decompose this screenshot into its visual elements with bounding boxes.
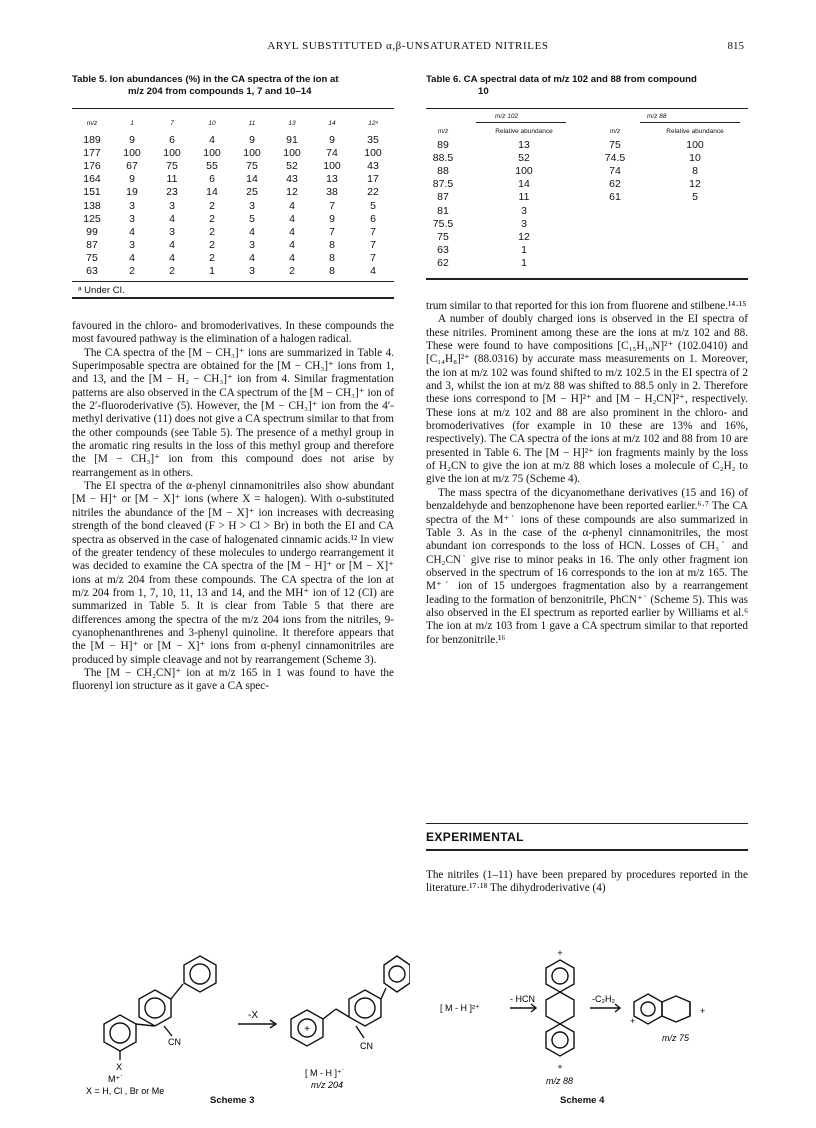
table-cell: 88 — [437, 164, 449, 177]
scheme4-plus-product-right: + — [700, 1006, 706, 1016]
table-row — [426, 217, 748, 230]
table6-group1-label: m/z 102 — [495, 113, 519, 120]
table-cell: 4 — [169, 252, 175, 265]
table-cell: 151 — [83, 186, 101, 199]
table6-group2-rule — [640, 122, 740, 123]
table-cell: 189 — [83, 133, 101, 146]
table-cell: 3 — [249, 239, 255, 252]
table-cell — [642, 217, 748, 230]
table6-caption-line1: Table 6. CA spectral data of m/z 102 and 88 from compound — [426, 74, 697, 85]
table-row — [426, 204, 748, 217]
scheme4-mz88: m/z 88 — [546, 1076, 574, 1086]
table-cell: 75 — [166, 159, 178, 172]
table-cell: 19 — [126, 186, 138, 199]
table-cell: 7 — [329, 199, 335, 212]
table-cell: 14 — [246, 173, 258, 186]
table5-top-rule — [72, 108, 394, 109]
table-cell: 4 — [129, 252, 135, 265]
scheme4-ring-bottom — [546, 1024, 574, 1056]
table-row — [72, 225, 394, 238]
table-cell: 176 — [83, 159, 101, 172]
table-cell: 4 — [370, 265, 376, 278]
table-cell: 10 — [689, 151, 701, 164]
table-cell: 5 — [249, 212, 255, 225]
table5-column-header: m/z — [86, 119, 98, 127]
table-row — [72, 252, 394, 265]
table-cell: 3 — [249, 199, 255, 212]
table-cell: 5 — [692, 191, 698, 204]
table-cell: 75.5 — [432, 217, 454, 230]
table-cell: 100 — [323, 159, 341, 172]
table-cell: 99 — [86, 225, 98, 238]
table-row — [72, 199, 394, 212]
table-cell — [588, 257, 642, 270]
table-cell: 164 — [83, 173, 101, 186]
table-cell: 13 — [326, 173, 338, 186]
scheme4-diagram — [440, 948, 740, 1088]
table-cell: 9 — [329, 133, 335, 146]
table6-column-header: Relative abundance — [666, 127, 724, 135]
table5-column-header: 1 — [130, 119, 134, 127]
table-cell: 4 — [289, 212, 295, 225]
table-cell: 7 — [370, 225, 376, 238]
table-cell: 11 — [166, 173, 178, 186]
table-cell: 4 — [129, 225, 135, 238]
table-cell — [588, 204, 642, 217]
scheme4-product-fused-ring — [662, 996, 690, 1022]
table-row — [426, 178, 748, 191]
right-paragraph: A number of doubly charged ions is observed in the EI spectra of these nitriles. Prominent among these are the ions at m/z 102 and 88. These were found to have compositions [C₁₅H₁₀N]²⁺ (102.0410) and [C₁₄H₈]²⁺ (88.0316) by accurate mass measurements on 1. Moreover, the ion at m/z 102 was found shifted to m/z 102.5 in the EI spectra of 2 and 3, whilst the ion at m/z 88 was shifted to 88.5 only in 2. Therefore these ions correspond to [M − H]²⁺ and [M − H₂CN]²⁺, respectively. These ions at m/z 102 and 88 are also prominent in the chloro- and bromoderivatives (for example in 10 these are 13% and 16%, respectively). The CA spectra of the ions at m/z 102 and 88 from 10 are presented in Table 6. The [M − H]²⁺ ion fragments mainly by the loss of H₂CN to give the ion at m/z 88 which loses a molecule of C₂H₂ to give the ion at m/z 75 (Scheme 4). — [426, 313, 748, 486]
table-cell: 7 — [370, 252, 376, 265]
table-cell: 6 — [209, 173, 215, 186]
table-cell: 3 — [129, 212, 135, 225]
table-cell — [642, 230, 748, 243]
table6-group1-rule — [476, 122, 566, 123]
table-cell: 4 — [289, 252, 295, 265]
table-cell: 61 — [609, 191, 621, 204]
table-cell: 52 — [286, 159, 298, 172]
scheme4-plus-top: + — [557, 948, 563, 958]
table5-column-header: 11 — [248, 119, 256, 127]
table-row — [426, 257, 748, 270]
table-cell: 100 — [283, 146, 301, 159]
table-cell — [588, 244, 642, 257]
table5-mid-rule — [72, 281, 394, 282]
table-cell: 2 — [169, 265, 175, 278]
table-cell: 2 — [209, 199, 215, 212]
table-row — [426, 138, 748, 151]
table-cell: 17 — [367, 173, 379, 186]
table-row — [72, 146, 394, 159]
table-row — [426, 191, 748, 204]
table5-caption-line2: m/z 204 from compounds 1, 7 and 10–14 — [128, 86, 312, 97]
table-cell — [588, 217, 642, 230]
experimental-text — [426, 869, 748, 896]
table-cell: 12 — [689, 178, 701, 191]
table-cell: 138 — [83, 199, 101, 212]
right-text-column — [426, 300, 748, 647]
scheme3-arrow-label: -X — [248, 1010, 258, 1021]
table-cell: 100 — [364, 146, 382, 159]
table-cell: 3 — [521, 217, 527, 230]
table-cell: 5 — [370, 199, 376, 212]
table-cell: 12 — [518, 230, 530, 243]
table-cell: 38 — [326, 186, 338, 199]
running-header-title: ARYL SUBSTITUTED α,β-UNSATURATED NITRILES — [267, 40, 549, 52]
left-paragraph: The EI spectra of the α-phenyl cinnamonitriles also show abundant [M − H]⁺ or [M − X]⁺ ions (where X = halogen). With o-substituted nitriles the abundance of the [M − X]⁺ ion increases with decreasing strength of the bond cleaved (F > H > Cl > Br) in both the EI and CA spectra as observed in the case of halogenated cinnamic acids.¹² In view of the greater tendency of these molecules to undergo rearrangement it was decided to examine the CA spectra of the [M − H]⁺ or [M − X]⁺ ions at m/z 204 from these compounds. The CA spectra of the ion at m/z 204 from 1, 7, 10, 11, 13 and 14, and the MH⁺ ion of 12 (CI) are summarized in Table 5. It is clear from Table 5 that there are differences among the spectra of the m/z 204 ions from the nitriles, 9-cyanophenanthrenes and 3-phenyl quinoline. It therefore appears that the [M − H]⁺ or [M − X]⁺ ions from α-phenyl cinnamonitriles are produced by simple cleavage and not by rearrangement (Scheme 3). — [72, 480, 394, 666]
table-cell: 3 — [169, 199, 175, 212]
table5-column-header: 12ᵃ — [368, 119, 378, 127]
table-cell: 75 — [609, 138, 621, 151]
table-row — [72, 133, 394, 146]
table-cell — [588, 230, 642, 243]
table-cell: 9 — [129, 133, 135, 146]
table-row — [72, 212, 394, 225]
scheme3-substituent: X — [116, 1062, 123, 1072]
table-cell: 4 — [289, 199, 295, 212]
table-cell: 75 — [86, 252, 98, 265]
table-cell: 13 — [518, 138, 530, 151]
table5-column-header: 10 — [208, 119, 216, 127]
table-cell: 9 — [129, 173, 135, 186]
experimental-bottom-rule — [426, 849, 748, 851]
table5-footnote: ᵃ Under CI. — [78, 285, 125, 296]
table-cell: 55 — [206, 159, 218, 172]
table-cell: 43 — [367, 159, 379, 172]
scheme3-cn-right: CN — [360, 1041, 373, 1051]
table5-bottom-rule — [72, 297, 394, 299]
table6-column-header: m/z — [609, 127, 621, 135]
table-cell: 100 — [686, 138, 704, 151]
table-cell: 11 — [518, 191, 530, 204]
scheme3-ring-b — [104, 1015, 136, 1051]
table5-header-row — [72, 113, 394, 133]
scheme3-plus-sign: + — [304, 1024, 310, 1035]
table-cell: 81 — [437, 204, 449, 217]
table-cell: 3 — [129, 199, 135, 212]
table-row — [426, 151, 748, 164]
table-cell: 87 — [86, 239, 98, 252]
table-cell: 4 — [209, 133, 215, 146]
table5-column-header: 13 — [288, 119, 296, 127]
table-cell: 7 — [329, 225, 335, 238]
table-cell: 14 — [206, 186, 218, 199]
table-cell: 2 — [209, 252, 215, 265]
table-cell: 7 — [370, 239, 376, 252]
table-cell — [642, 257, 748, 270]
table5 — [72, 113, 394, 278]
table-cell: 91 — [286, 133, 298, 146]
left-paragraph: The [M − CH₂CN]⁺ ion at m/z 165 in 1 was found to have the fluorenyl ion structure as it gave a CA spec- — [72, 666, 394, 693]
table-cell: 74 — [609, 164, 621, 177]
table-cell: 43 — [286, 173, 298, 186]
scheme3-ring-f — [384, 956, 410, 992]
table-row — [426, 164, 748, 177]
table5-caption-line1: Table 5. Ion abundances (%) in the CA spectra of the ion at — [72, 74, 339, 85]
table-cell: 74.5 — [604, 151, 626, 164]
left-text-column — [72, 320, 394, 694]
table-cell: 6 — [169, 133, 175, 146]
table-cell: 100 — [163, 146, 181, 159]
table-cell: 74 — [326, 146, 338, 159]
table-cell: 87.5 — [432, 178, 454, 191]
table-cell: 125 — [83, 212, 101, 225]
scheme4-step2-label: -C₂H₂ — [592, 994, 615, 1004]
scheme3-ring-e — [349, 990, 381, 1026]
scheme3-mz-label: m/z 204 — [311, 1080, 344, 1090]
table-row — [426, 230, 748, 243]
scheme4-start-label: [ M - H ]²⁺ — [440, 1003, 480, 1013]
table-cell: 2 — [209, 225, 215, 238]
table-cell: 63 — [86, 265, 98, 278]
table6-group2-label: m/z 88 — [647, 113, 667, 120]
experimental-paragraph: The nitriles (1–11) have been prepared by procedures reported in the literature.¹⁷·¹⁸ The dihydroderivative (4) — [426, 869, 748, 895]
table-cell: 75 — [437, 230, 449, 243]
table-cell — [642, 244, 748, 257]
table-cell: 8 — [329, 265, 335, 278]
table-cell: 12 — [286, 186, 298, 199]
table-row — [72, 186, 394, 199]
table-cell: 67 — [126, 159, 138, 172]
table-cell: 6 — [370, 212, 376, 225]
table-cell: 2 — [209, 212, 215, 225]
table-cell — [642, 204, 748, 217]
table-cell: 100 — [515, 164, 533, 177]
table-row — [72, 173, 394, 186]
table5-column-header: 14 — [328, 119, 336, 127]
table-cell: 3 — [169, 225, 175, 238]
experimental-top-rule — [426, 823, 748, 824]
scheme4-ring-mid — [546, 992, 574, 1024]
table-cell: 2 — [289, 265, 295, 278]
table-cell: 3 — [129, 239, 135, 252]
scheme4-step1-label: - HCN — [510, 994, 535, 1004]
page-number: 815 — [727, 40, 744, 52]
table-cell: 62 — [609, 178, 621, 191]
scheme4-caption: Scheme 4 — [560, 1095, 605, 1106]
left-paragraph: favoured in the chloro- and bromoderivatives. In these compounds the most favoured pathway is the elimination of a halogen radical. — [72, 320, 394, 346]
table-cell: 87 — [437, 191, 449, 204]
right-paragraph: The mass spectra of the dicyanomethane derivatives (15 and 16) of benzaldehyde and benzophenone have been reported earlier.⁶·⁷ The CA spectra of the M⁺˙ ions of these compounds are also summarized in Table 3. As in the case of the α-phenyl cinnamonitriles, the most abundant ion corresponds to the loss of HCN. Losses of CH₃˙ and CH₂CN˙ give rise to minor peaks in 16. The only other fragment ion observed in the spectrum of 16 corresponds to the ion at m/z 165. The M⁺˙ ion of 15 undergoes fragmentation also by a rearrangement leading to the formation of benzonitrile, PhCN⁺˙ (Scheme 5). This was also observed in the EI spectrum as reported earlier by Williams et al.⁶ The ion at m/z 103 from 1 gave a CA spectrum similar to that reported for benzonitrile.¹⁶ — [426, 486, 748, 646]
table-row — [72, 239, 394, 252]
table-cell: 4 — [169, 239, 175, 252]
table-cell: 25 — [246, 186, 258, 199]
scheme4-plus-bottom: + — [557, 1062, 563, 1072]
table-cell: 3 — [249, 265, 255, 278]
table-cell: 63 — [437, 244, 449, 257]
scheme4-product-ring — [634, 994, 662, 1024]
table-row — [72, 159, 394, 172]
table-cell: 1 — [521, 257, 527, 270]
table-cell: 8 — [692, 164, 698, 177]
scheme3-mol-ion: M⁺˙ — [108, 1074, 124, 1084]
table-cell: 8 — [329, 252, 335, 265]
table-cell: 2 — [129, 265, 135, 278]
table-cell: 100 — [243, 146, 261, 159]
table-cell: 1 — [209, 265, 215, 278]
table-cell: 75 — [246, 159, 258, 172]
table-cell: 9 — [329, 212, 335, 225]
scheme3-ion-label: [ M - H ]⁺˙ — [305, 1068, 345, 1078]
table6-column-header: m/z — [437, 127, 449, 135]
table-cell: 9 — [249, 133, 255, 146]
table6 — [426, 124, 748, 270]
scheme4-plus-product-left: + — [630, 1016, 636, 1026]
table-cell: 3 — [521, 204, 527, 217]
table-cell: 2 — [209, 239, 215, 252]
table5-column-header: 7 — [170, 119, 174, 127]
table-cell: 35 — [367, 133, 379, 146]
table-cell: 1 — [521, 244, 527, 257]
table-cell: 100 — [123, 146, 141, 159]
scheme3-diagram — [80, 948, 410, 1108]
table6-column-header: Relative abundance — [495, 127, 553, 135]
table6-caption-line2: 10 — [478, 86, 489, 97]
table-row — [72, 265, 394, 278]
table-cell: 89 — [437, 138, 449, 151]
scheme4-mz75: m/z 75 — [662, 1033, 690, 1043]
right-paragraph: trum similar to that reported for this ion from fluorene and stilbene.¹⁴·¹⁵ — [426, 300, 747, 312]
table-cell: 14 — [518, 178, 530, 191]
table5-caption — [72, 74, 394, 98]
table6-bottom-rule — [426, 278, 748, 280]
table-cell: 100 — [203, 146, 221, 159]
scheme3-caption: Scheme 3 — [210, 1095, 255, 1106]
table6-caption — [426, 74, 748, 98]
table-cell: 88.5 — [432, 151, 454, 164]
table-cell: 4 — [169, 212, 175, 225]
table-cell: 4 — [249, 225, 255, 238]
experimental-heading: EXPERIMENTAL — [426, 830, 524, 844]
table-cell: 23 — [166, 186, 178, 199]
table-cell: 4 — [289, 239, 295, 252]
table-cell: 52 — [518, 151, 530, 164]
scheme3-ring-a — [139, 990, 171, 1026]
table6-top-rule — [426, 108, 748, 109]
table-cell: 4 — [289, 225, 295, 238]
scheme3-cn-left: CN — [168, 1037, 181, 1047]
scheme4-ring-top — [546, 960, 574, 992]
table6-header-row — [426, 124, 748, 138]
table-row — [426, 244, 748, 257]
scheme3-ring-c — [184, 956, 216, 992]
left-paragraph: The CA spectra of the [M − CH₃]⁺ ions are summarized in Table 4. Superimposable spectra are obtained for the [M − CH₃]⁺ ions from 1, and 13, and the [M − H₂ − CH₃]⁺ ion from 4. Similar fragmentation patterns are also observed in the CA spectrum of the [M − CH₃]⁺ ion of the 2′-fluoroderivative (5). However, the [M − CH₃]⁺ ion from the 4′-methyl derivative (11) does not give a CA spectrum similar to that from the other compounds (see Table 5). The presence of a methyl group in the aromatic ring results in the loss of this methyl group and therefore the [M − CH₃]⁺ ion from this compound does not arise by rearrangement as in others. — [72, 346, 394, 479]
table-cell: 8 — [329, 239, 335, 252]
table-cell: 177 — [83, 146, 101, 159]
scheme3-x-definition: X = H, Cl , Br or Me — [86, 1086, 165, 1096]
table-cell: 22 — [367, 186, 379, 199]
table-cell: 62 — [437, 257, 449, 270]
table-cell: 4 — [249, 252, 255, 265]
